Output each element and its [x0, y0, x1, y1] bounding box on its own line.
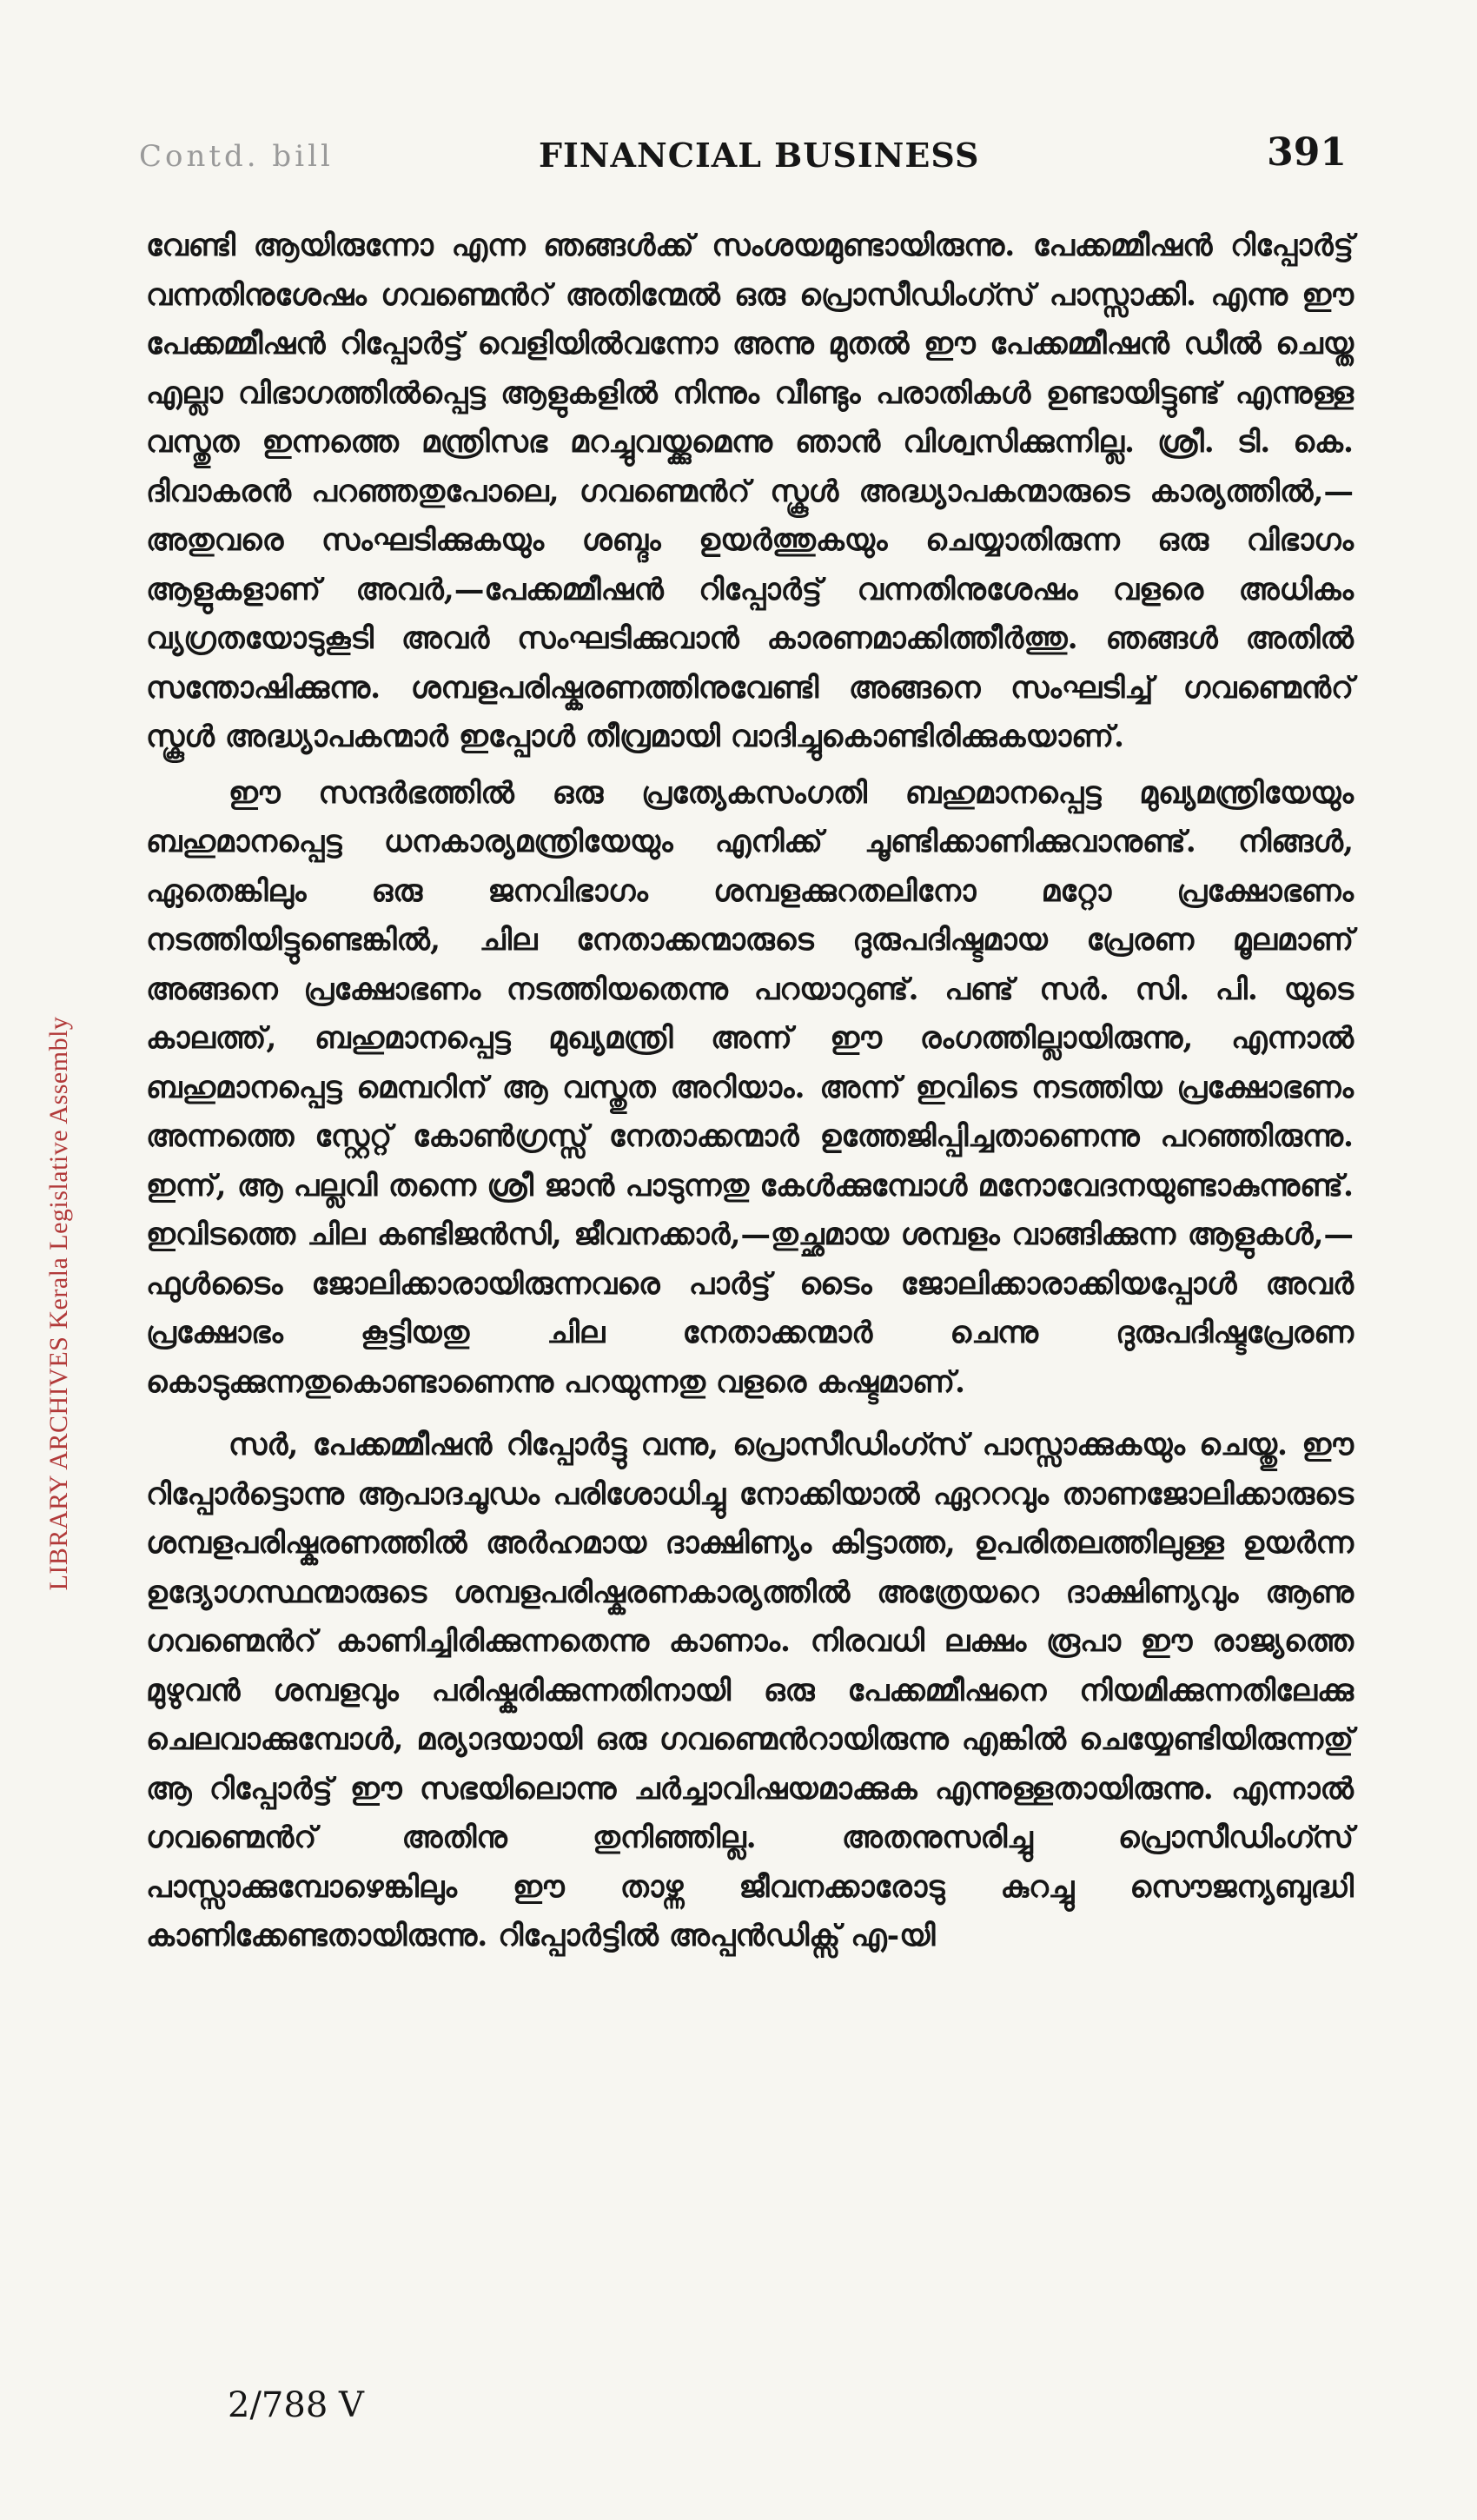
header-title: FINANCIAL BUSINESS: [539, 136, 980, 175]
header-faint-text: Contd. bill: [139, 139, 334, 174]
paragraph-2: ഈ സന്ദർഭത്തിൽ ഒരു പ്രത്യേകസംഗതി ബഹുമാനപ്പെട്ട മുഖ്യമന്ത്രിയേയും ബഹുമാനപ്പെട്ട ധനകാര്യമന്ത്രിയേയും എനിക്ക് ചൂണ്ടിക്കാണിക്കുവാനുണ്ട്. നിങ്ങൾ, ഏതെങ്കിലും ഒരു ജനവിഭാഗം ശമ്പളക്കുറതലിനോ മറ്റോ പ്രക്ഷോഭണം നടത്തിയിട്ടുണ്ടെങ്കിൽ, ചില നേതാക്കന്മാരുടെ ദുരുപദിഷ്ടമായ പ്രേരണ മൂലമാണ് അങ്ങനെ പ്രക്ഷോഭണം നടത്തിയതെന്നു പറയാറുണ്ട്. പണ്ട് സർ. സി. പി. യുടെ കാലത്ത്, ബഹുമാനപ്പെട്ട മുഖ്യമന്ത്രി അന്ന് ഈ രംഗത്തില്ലായിരുന്നു, എന്നാൽ ബഹുമാനപ്പെട്ട മെമ്പറിന് ആ വസ്തുത അറിയാം. അന്ന് ഇവിടെ നടത്തിയ പ്രക്ഷോഭണം അന്നത്തെ സ്റ്റേറ്റ് കോൺഗ്രസ്സ് നേതാക്കന്മാർ ഉത്തേജിപ്പിച്ചതാണെന്നു പറഞ്ഞിരുന്നു. ഇന്ന്, ആ പല്ലവി തന്നെ ശ്രീ ജാൻ പാടുന്നതു കേൾക്കുമ്പോൾ മനോവേദനയുണ്ടാകുന്നുണ്ട്. ഇവിടത്തെ ചില കണ്ടിജൻസി, ജീവനക്കാർ,—തുച്ഛമായ ശമ്പളം വാങ്ങിക്കുന്ന ആളുകൾ,—ഫുൾടൈം ജോലിക്കാരായിരുന്നവരെ പാർട്ട് ടൈം ജോലിക്കാരാക്കിയപ്പോൾ അവർ പ്രക്ഷോഭം കൂട്ടിയതു ചില നേതാക്കന്മാർ ചെന്നു ദുരുപദിഷ്ടപ്രേരണ കൊടുക്കുന്നതുകൊണ്ടാണെന്നു പറയുന്നതു വളരെ കഷ്ടമാണ്.: [146, 775, 1354, 1400]
page-header: [139, 130, 1347, 191]
body-text: [146, 222, 1354, 1961]
archive-watermark: [33, 912, 85, 1694]
footer-code: 2/788 V: [228, 2385, 364, 2425]
paragraph-1: വേണ്ടി ആയിരുന്നോ എന്ന ഞങ്ങൾക്ക് സംശയമുണ്ടായിരുന്നു. പേക്കമ്മീഷൻ റിപ്പോർട്ട് വന്നതിനുശേഷം ഗവണ്മെൻറ് അതിന്മേൽ ഒരു പ്രൊസീഡിംഗ്സ് പാസ്സാക്കി. എന്നു ഈ പേക്കമ്മീഷൻ റിപ്പോർട്ട് വെളിയിൽവന്നോ അന്നു മുതൽ ഈ പേക്കമ്മീഷൻ ഡീൽ ചെയ്ത എല്ലാ വിഭാഗത്തിൽപ്പെട്ട ആളുകളിൽ നിന്നും വീണ്ടും പരാതികൾ ഉണ്ടായിട്ടുണ്ട് എന്നുള്ള വസ്തുത ഇന്നത്തെ മന്ത്രിസഭ മറച്ചുവയ്ക്കുമെന്നു ഞാൻ വിശ്വസിക്കുന്നില്ല. ശ്രീ. ടി. കെ. ദിവാകരൻ പറഞ്ഞതുപോലെ, ഗവണ്മെൻറ് സ്കൂൾ അദ്ധ്യാപകന്മാരുടെ കാര്യത്തിൽ,—അതുവരെ സംഘടിക്കുകയും ശബ്ദം ഉയർത്തുകയും ചെയ്യാതിരുന്ന ഒരു വിഭാഗം ആളുകളാണ് അവർ,—പേക്കമ്മീഷൻ റിപ്പോർട്ട് വന്നതിനുശേഷം വളരെ അധികം വ്യഗ്രതയോടുകൂടി അവർ സംഘടിക്കുവാൻ കാരണമാക്കിത്തീർത്തു. ഞങ്ങൾ അതിൽ സന്തോഷിക്കുന്നു. ശമ്പളപരിഷ്കരണത്തിനുവേണ്ടി അങ്ങനെ സംഘടിച്ച് ഗവണ്മെൻറ് സ്കൂൾ അദ്ധ്യാപകന്മാർ ഇപ്പോൾ തീവ്രമായി വാദിച്ചുകൊണ്ടിരിക്കുകയാണ്.: [146, 229, 1354, 754]
paragraph-3: സർ, പേക്കമ്മീഷൻ റിപ്പോർട്ടു വന്നു, പ്രൊസീഡിംഗ്സ് പാസ്സാക്കുകയും ചെയ്തു. ഈ റിപ്പോർട്ടൊന്നു ആപാദചൂഡം പരിശോധിച്ചു നോക്കിയാൽ ഏററവും താണജോലിക്കാരുടെ ശമ്പളപരിഷ്കരണത്തിൽ അർഹമായ ദാക്ഷിണ്യം കിട്ടാത്ത, ഉപരിതലത്തിലുള്ള ഉയർന്ന ഉദ്യോഗസ്ഥന്മാരുടെ ശമ്പളപരിഷ്കരണകാര്യത്തിൽ അത്രേയറെ ദാക്ഷിണ്യവും ആണു ഗവണ്മെൻറ് കാണിച്ചിരിക്കുന്നതെന്നു കാണാം. നിരവധി ലക്ഷം രൂപാ ഈ രാജ്യത്തെ മുഴുവൻ ശമ്പളവും പരിഷ്കരിക്കുന്നതിനായി ഒരു പേക്കമ്മീഷനെ നിയമിക്കുന്നതിലേക്കു ചെലവാക്കുമ്പോൾ, മര്യാദയായി ഒരു ഗവണ്മെൻറായിരുന്നു എങ്കിൽ ചെയ്യേണ്ടിയിരുന്നതു് ആ റിപ്പോർട്ട് ഈ സഭയിലൊന്നു ചർച്ചാവിഷയമാക്കുക എന്നുള്ളതായിരുന്നു. എന്നാൽ ഗവണ്മെൻറ് അതിനു തുനിഞ്ഞില്ല. അതനുസരിച്ചു പ്രൊസീഡിംഗ്സ് പാസ്സാക്കുമ്പോഴെങ്കിലും ഈ താഴ്ന്ന ജീവനക്കാരോടു കുറച്ചു സൌജന്യബുദ്ധി കാണിക്കേണ്ടതായിരുന്നു. റിപ്പോർട്ടിൽ അപ്പൻഡിക്സ് എ-യി: [146, 1428, 1354, 1953]
page-number: 391: [1267, 130, 1347, 175]
archive-watermark-text: LIBRARY ARCHIVES Kerala Legislative Assembly: [44, 1016, 73, 1591]
